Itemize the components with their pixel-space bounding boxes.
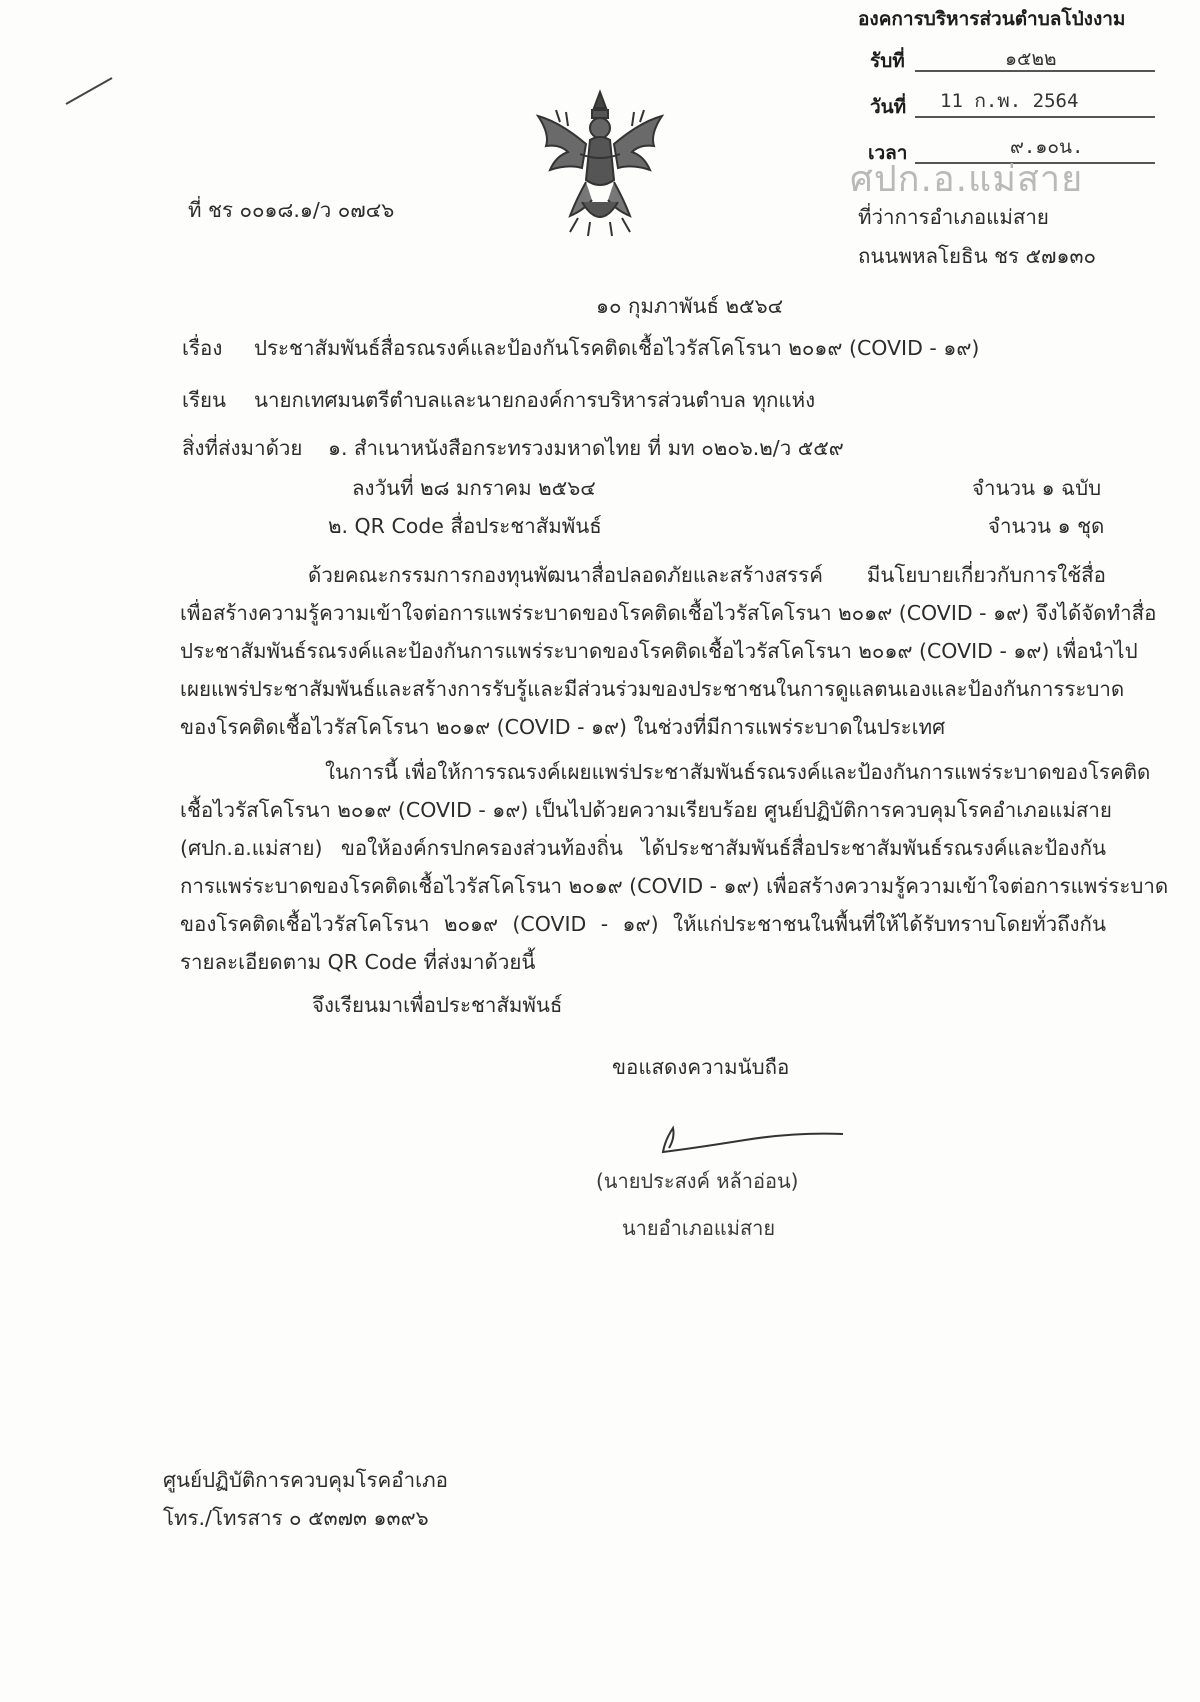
stamp-date-line (915, 116, 1155, 118)
subject-label: เรื่อง (182, 336, 223, 360)
enclosures-label: สิ่งที่ส่งมาด้วย (182, 436, 303, 460)
signer-name: (นายประสงค์ หล้าอ่อน) (596, 1169, 799, 1193)
paragraph-1-line: ด้วยคณะกรรมการกองทุนพัฒนาสื่อปลอดภัยและสร้างสรรค์ มีนโยบายเกี่ยวกับการใช้สื่อ (308, 563, 1106, 587)
document-date: ๑๐ กุมภาพันธ์ ๒๕๖๔ (596, 294, 784, 318)
signer-title: นายอำเภอแม่สาย (622, 1216, 776, 1240)
handwritten-signature (655, 1118, 855, 1168)
footer-phone: โทร./โทรสาร ๐ ๕๓๗๓ ๑๓๙๖ (163, 1506, 429, 1530)
enclosure-item2-quantity: จำนวน ๑ ชุด (988, 514, 1105, 538)
paragraph-2-line: ของโรคติดเชื้อไวรัสโคโรนา ๒๐๑๙ (COVID - ๑๙) ให้แก่ประชาชนในพื้นที่ให้ได้รับทราบโดยทั่วถึงกัน (180, 912, 1106, 936)
enclosure-item1-line1: ๑. สำเนาหนังสือกระทรวงมหาดไทย ที่ มท ๐๒๐๖.๒/ว ๕๕๙ (328, 436, 844, 460)
pen-mark (60, 70, 120, 110)
stamp-time-label: เวลา (868, 142, 908, 164)
subject-text: ประชาสัมพันธ์สื่อรณรงค์และป้องกันโรคติดเชื้อไวรัสโคโรนา ๒๐๑๙ (COVID - ๑๙) (254, 336, 980, 360)
enclosure-item1-quantity: จำนวน ๑ ฉบับ (972, 476, 1102, 500)
enclosure-item2: ๒. QR Code สื่อประชาสัมพันธ์ (328, 514, 602, 538)
office-address-line1: ที่ว่าการอำเภอแม่สาย (858, 205, 1049, 229)
paragraph-1-line: เพื่อสร้างความรู้ความเข้าใจต่อการแพร่ระบาดของโรคติดเชื้อไวรัสโคโรนา ๒๐๑๙ (COVID - ๑๙) จึงได้จัดทำสื่อ (180, 601, 1157, 625)
paragraph-1-line: ประชาสัมพันธ์รณรงค์และป้องกันการแพร่ระบาดของโรคติดเชื้อไวรัสโคโรนา ๒๐๑๙ (COVID - ๑๙) เพื่อนำไป (180, 639, 1138, 663)
paragraph-1 (180, 556, 1157, 746)
paragraph-2-line: (ศปก.อ.แม่สาย) ขอให้องค์กรปกครองส่วนท้องถิ่น ได้ประชาสัมพันธ์สื่อประชาสัมพันธ์รณรงค์และป้องกัน (180, 836, 1106, 860)
footer-department: ศูนย์ปฏิบัติการควบคุมโรคอำเภอ (163, 1468, 448, 1492)
reference-number: ที่ ชร ๐๐๑๘.๑/ว ๐๗๔๖ (188, 198, 395, 222)
stamp-date-label: วันที่ (870, 96, 907, 118)
recipient-label: เรียน (182, 388, 227, 412)
stamp-organization: องคการบริหารส่วนตำบลโป่งงาม (858, 8, 1126, 30)
paragraph-2-line: รายละเอียดตาม QR Code ที่ส่งมาด้วยนี้ (180, 950, 536, 974)
paragraph-2-line: เชื้อไวรัสโคโรนา ๒๐๑๙ (COVID - ๑๙) เป็นไปด้วยความเรียบร้อย ศูนย์ปฏิบัติการควบคุมโรคอำเภอแม่สาย (180, 798, 1112, 822)
closing-line: จึงเรียนมาเพื่อประชาสัมพันธ์ (312, 993, 563, 1017)
regards-line: ขอแสดงความนับถือ (612, 1055, 790, 1079)
stamp-received-value: ๑๕๒๒ (1005, 48, 1057, 70)
paragraph-1-line: ของโรคติดเชื้อไวรัสโคโรนา ๒๐๑๙ (COVID - ๑๙) ในช่วงที่มีการแพร่ระบาดในประเทศ (180, 715, 946, 739)
paragraph-2-line: การแพร่ระบาดของโรคติดเชื้อไวรัสโคโรนา ๒๐๑๙ (COVID - ๑๙) เพื่อสร้างความรู้ความเข้าใจต่อการแพร่ระบาด (180, 874, 1169, 898)
stamp-time-value: ๙.๑๐น. (1010, 136, 1084, 158)
stamp-date-value: 11 ก.พ. 2564 (940, 90, 1079, 112)
paragraph-2 (180, 753, 1169, 981)
recipient-text: นายกเทศมนตรีตำบลและนายกองค์การบริหารส่วนตำบล ทุกแห่ง (254, 388, 816, 412)
faded-office-stamp: ศปก.อ.แม่สาย (850, 159, 1084, 200)
garuda-emblem (520, 82, 680, 242)
paragraph-1-line: เผยแพร่ประชาสัมพันธ์และสร้างการรับรู้และมีส่วนร่วมของประชาชนในการดูแลตนเองและป้องกันการระบาด (180, 677, 1125, 701)
stamp-received-label: รับที่ (870, 50, 905, 72)
paragraph-2-line: ในการนี้ เพื่อให้การรณรงค์เผยแพร่ประชาสัมพันธ์รณรงค์และป้องกันการแพร่ระบาดของโรคติด (325, 760, 1151, 784)
enclosure-item1-line2: ลงวันที่ ๒๘ มกราคม ๒๕๖๔ (352, 476, 596, 500)
office-address-line2: ถนนพหลโยธิน ชร ๕๗๑๓๐ (858, 244, 1097, 268)
